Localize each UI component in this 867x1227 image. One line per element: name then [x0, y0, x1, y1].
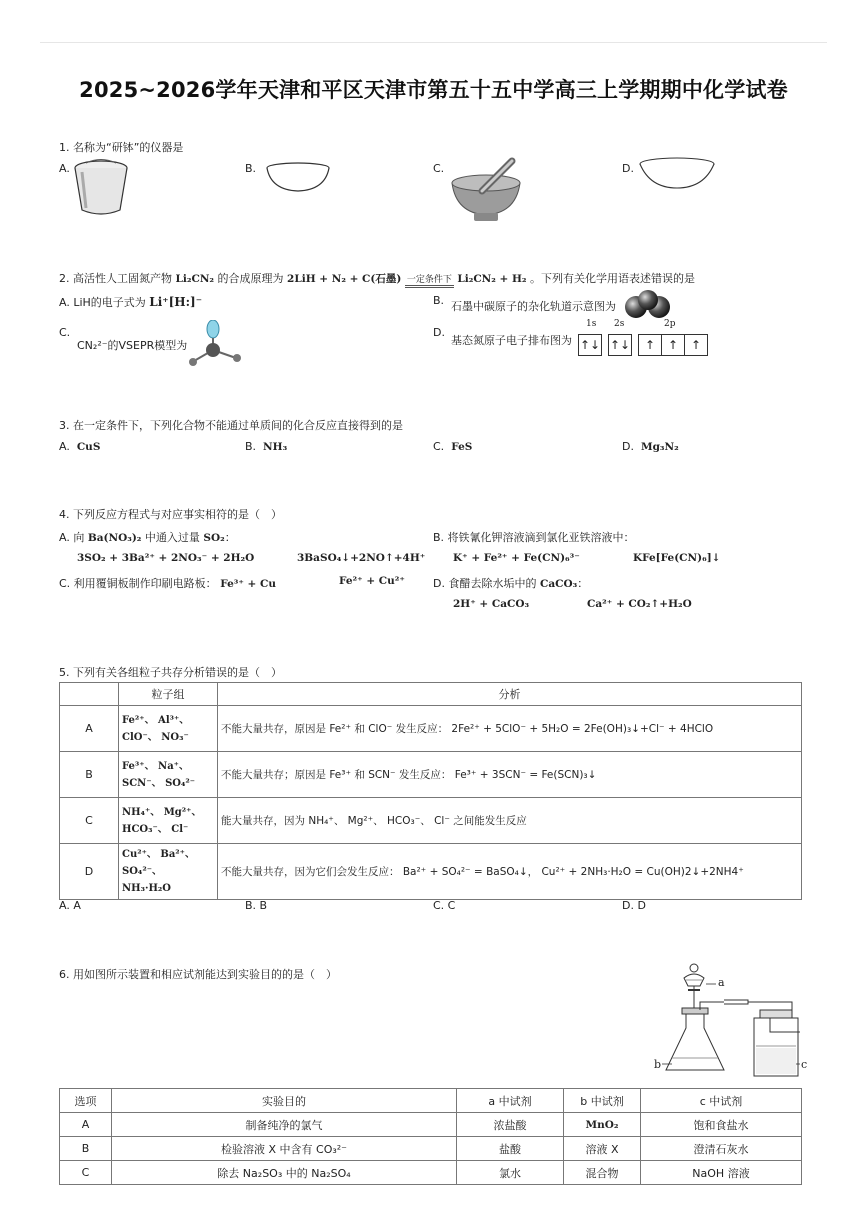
q4-c-equation-left: Fe³⁺ + Cu	[220, 578, 276, 590]
q5-row-b-analysis: 不能大量共存；原因是 Fe³⁺ 和 SCN⁻ 发生反应： Fe³⁺ + 3SCN⁻ = Fe(SCN)₃↓	[218, 752, 802, 798]
orbital-box-2p-1: ↑	[638, 334, 662, 356]
q6-row-c-reagent-a: 氯水	[457, 1161, 564, 1185]
orbital-label-2s: 2s	[614, 319, 625, 329]
q3-option-c-label: C.	[433, 440, 445, 453]
q2-option-a	[59, 294, 202, 310]
q2-option-a-text: A. LiH的电子式为	[59, 296, 146, 309]
q3-option-a	[59, 440, 100, 453]
q5-row-d-analysis: 不能大量共存，因为它们会发生反应： Ba²⁺ + SO₄²⁻ = BaSO₄↓， Cu²⁺ + 2NH₃·H₂O = Cu(OH)2↓+2NH4⁺	[218, 844, 802, 900]
q5-header-analysis: 分析	[218, 683, 802, 706]
q3-stem: 3. 在一定条件下，下列化合物不能通过单质间的化合反应直接得到的是	[59, 419, 403, 432]
q6-header-option: 选项	[60, 1089, 112, 1113]
q5-table-header	[60, 683, 802, 706]
q5-row-c-particles	[119, 798, 218, 844]
q6-row-a	[60, 1113, 802, 1137]
q5-row-a	[60, 706, 802, 752]
q4-option-a-colon: ：	[224, 531, 236, 544]
q5-header-particles: 粒子组	[119, 683, 218, 706]
q5-row-d-key: D	[60, 844, 119, 900]
q3-option-d	[622, 440, 679, 453]
q4-option-d	[433, 575, 588, 591]
q4-c-equation-right: Fe²⁺ + Cu²⁺	[339, 575, 405, 587]
q6-header-b: b 中试剂	[564, 1089, 641, 1113]
header-divider	[40, 42, 827, 43]
q6-row-c	[60, 1161, 802, 1185]
q4-stem: 4. 下列反应方程式与对应事实相符的是（ ）	[59, 508, 282, 521]
q5-row-d-particles-line2: SO₄²⁻、 NH₃·H₂O	[122, 866, 171, 894]
q4-b-equation-right: KFe[Fe(CN)₆]↓	[633, 552, 721, 564]
q5-row-c-particles-line1: NH₄⁺、 Mg²⁺、	[122, 806, 202, 818]
orbital-box-2s: ↑↓	[608, 334, 632, 356]
q5-option-c: C. C	[433, 899, 456, 912]
q6-stem: 6. 用如图所示装置和相应试剂能达到实验目的的是（ ）	[59, 968, 337, 981]
orbital-box-2p-3: ↑	[684, 334, 708, 356]
q6-header-c: c 中试剂	[641, 1089, 802, 1113]
q4-option-a	[59, 529, 236, 545]
q4-option-d-formula: CaCO₃	[539, 578, 578, 590]
q6-row-c-purpose: 除去 Na₂SO₃ 中的 Na₂SO₄	[112, 1161, 457, 1185]
q5-row-a-particles-line1: Fe²⁺、 Al³⁺、	[122, 714, 190, 726]
q2-option-b-label: B.	[433, 294, 445, 307]
q5-row-a-particles	[119, 706, 218, 752]
q6-row-c-reagent-c: NaOH 溶液	[641, 1161, 802, 1185]
q1-option-d-label: D.	[622, 162, 634, 175]
q5-row-b-particles-line2: SCN⁻、 SO₄²⁻	[122, 777, 196, 789]
q5-row-b	[60, 752, 802, 798]
q4-option-b: B. 将铁氰化钾溶液滴到氯化亚铁溶液中：	[433, 531, 635, 544]
q6-table	[59, 1088, 802, 1185]
q5-table	[59, 682, 802, 900]
q4-option-d-text: D. 食醋去除水垢中的	[433, 577, 537, 590]
crucible-icon	[70, 158, 132, 220]
q6-row-c-key: C	[60, 1161, 112, 1185]
orbital-label-1s: 1s	[586, 319, 597, 329]
q6-row-a-purpose: 制备纯净的氯气	[112, 1113, 457, 1137]
q5-row-a-key: A	[60, 706, 119, 752]
q5-header-blank	[60, 683, 119, 706]
evaporating-dish-icon	[263, 160, 333, 196]
orbital-box-1s: ↑↓	[578, 334, 602, 356]
q2-stem	[59, 270, 695, 288]
q6-row-b-reagent-a: 盐酸	[457, 1137, 564, 1161]
q6-row-c-reagent-b: 混合物	[564, 1161, 641, 1185]
orbital-label-2p: 2p	[664, 319, 676, 329]
q2-equation-left: 2LiH + N₂ + C(石墨)	[287, 273, 402, 285]
q2-option-a-formula: Li⁺[H:]⁻	[149, 295, 203, 309]
q6-row-b-reagent-b: 溶液 X	[564, 1137, 641, 1161]
q4-option-a-text: A. 向	[59, 531, 85, 544]
q1-option-c-label: C.	[433, 162, 445, 175]
q4-d-equation-right: Ca²⁺ + CO₂↑+H₂O	[587, 598, 692, 610]
q3-option-c-value: FeS	[451, 441, 473, 453]
q6-row-b	[60, 1137, 802, 1161]
q3-option-b	[245, 440, 287, 453]
q3-option-d-value: Mg₃N₂	[640, 441, 679, 453]
q2-formula: Li₂CN₂	[175, 273, 215, 285]
q4-a-equation-left: 3SO₂ + 3Ba²⁺ + 2NO₃⁻ + 2H₂O	[77, 552, 255, 564]
q6-row-b-purpose: 检验溶液 X 中含有 CO₃²⁻	[112, 1137, 457, 1161]
q3-option-d-label: D.	[622, 440, 634, 453]
q5-row-c	[60, 798, 802, 844]
q5-option-d: D. D	[622, 899, 646, 912]
q4-b-equation-left: K⁺ + Fe²⁺ + Fe(CN)₆³⁻	[453, 552, 580, 564]
q5-row-d-particles-line1: Cu²⁺、 Ba²⁺、	[122, 849, 195, 860]
q6-row-a-reagent-a: 浓盐酸	[457, 1113, 564, 1137]
q4-option-c-text: C. 利用覆铜板制作印刷电路板：	[59, 577, 217, 590]
q1-option-b-label: B.	[245, 162, 257, 175]
q2-stem-part1: 2. 高活性人工固氮产物	[59, 272, 172, 285]
q3-option-a-label: A.	[59, 440, 70, 453]
q5-row-b-particles	[119, 752, 218, 798]
q6-row-a-key: A	[60, 1113, 112, 1137]
q5-stem: 5. 下列有关各组粒子共存分析错误的是（ ）	[59, 666, 282, 679]
q5-row-b-key: B	[60, 752, 119, 798]
apparatus-label-b: b	[654, 1058, 662, 1071]
q5-option-a: A. A	[59, 899, 81, 912]
q4-option-a-formula: Ba(NO₃)₂	[87, 532, 142, 544]
q2-option-c-label: C.	[59, 326, 71, 339]
q3-option-c	[433, 440, 472, 453]
q5-row-a-particles-line2: ClO⁻、 NO₃⁻	[122, 731, 189, 743]
q4-option-a-gas: SO₂	[203, 532, 225, 544]
q6-table-header	[60, 1089, 802, 1113]
q5-row-d	[60, 844, 802, 900]
page-title: 2025~2026学年天津和平区天津市第五十五中学高三上学期期中化学试卷	[79, 78, 788, 102]
q5-row-b-particles-line1: Fe³⁺、 Na⁺、	[122, 760, 189, 772]
q4-a-equation-right: 3BaSO₄↓+2NO↑+4H⁺	[297, 552, 426, 564]
q6-row-b-reagent-c: 澄清石灰水	[641, 1137, 802, 1161]
q3-option-a-value: CuS	[76, 441, 101, 453]
mortar-and-pestle-icon	[448, 155, 524, 227]
hybrid-orbital-icon	[624, 289, 672, 321]
q4-option-a-text2: 中通入过量	[144, 531, 200, 544]
q1-option-a-label: A.	[59, 162, 70, 175]
apparatus-label-c: c	[801, 1058, 808, 1071]
q5-row-d-particles	[119, 844, 218, 900]
q2-option-b-text: 石墨中碳原子的杂化轨道示意图为	[451, 300, 616, 313]
q3-option-b-label: B.	[245, 440, 257, 453]
q1-stem: 1. 名称为“研钵”的仪器是	[59, 141, 184, 154]
q6-row-a-reagent-c: 饱和食盐水	[641, 1113, 802, 1137]
q2-option-c-text: CN₂²⁻的VSEPR模型为	[77, 339, 188, 352]
q4-d-equation-left: 2H⁺ + CaCO₃	[453, 598, 530, 610]
gas-apparatus-diagram	[650, 958, 810, 1083]
watch-glass-icon	[636, 156, 718, 192]
q6-row-a-reagent-b: MnO₂	[564, 1113, 641, 1137]
q6-row-b-key: B	[60, 1137, 112, 1161]
q4-option-d-colon: ：	[577, 577, 589, 590]
q2-stem-part3: 。下列有关化学用语表述错误的是	[530, 272, 696, 285]
q4-option-c	[59, 575, 276, 591]
q6-header-purpose: 实验目的	[112, 1089, 457, 1113]
q2-equation-right: Li₂CN₂ + H₂	[457, 273, 527, 285]
q5-row-a-analysis: 不能大量共存，原因是 Fe²⁺ 和 ClO⁻ 发生反应： 2Fe²⁺ + 5ClO⁻ + 5H₂O = 2Fe(OH)₃↓+Cl⁻ + 4HClO	[218, 706, 802, 752]
q2-option-d-text: 基态氮原子电子排布图为	[451, 334, 572, 347]
q6-header-a: a 中试剂	[457, 1089, 564, 1113]
q5-row-c-analysis: 能大量共存，因为 NH₄⁺、 Mg²⁺、 HCO₃⁻、 Cl⁻ 之间能发生反应	[218, 798, 802, 844]
orbital-box-2p-2: ↑	[661, 334, 685, 356]
q2-stem-part2: 的合成原理为	[217, 272, 284, 285]
q5-option-b: B. B	[245, 899, 268, 912]
q3-option-b-value: NH₃	[263, 441, 288, 453]
apparatus-label-a: a	[718, 976, 725, 989]
vsepr-model-icon	[186, 320, 246, 368]
q5-row-c-key: C	[60, 798, 119, 844]
q5-row-c-particles-line2: HCO₃⁻、 Cl⁻	[122, 823, 189, 835]
q2-condition: 一定条件下	[405, 272, 454, 288]
q2-option-d-label: D.	[433, 326, 445, 339]
